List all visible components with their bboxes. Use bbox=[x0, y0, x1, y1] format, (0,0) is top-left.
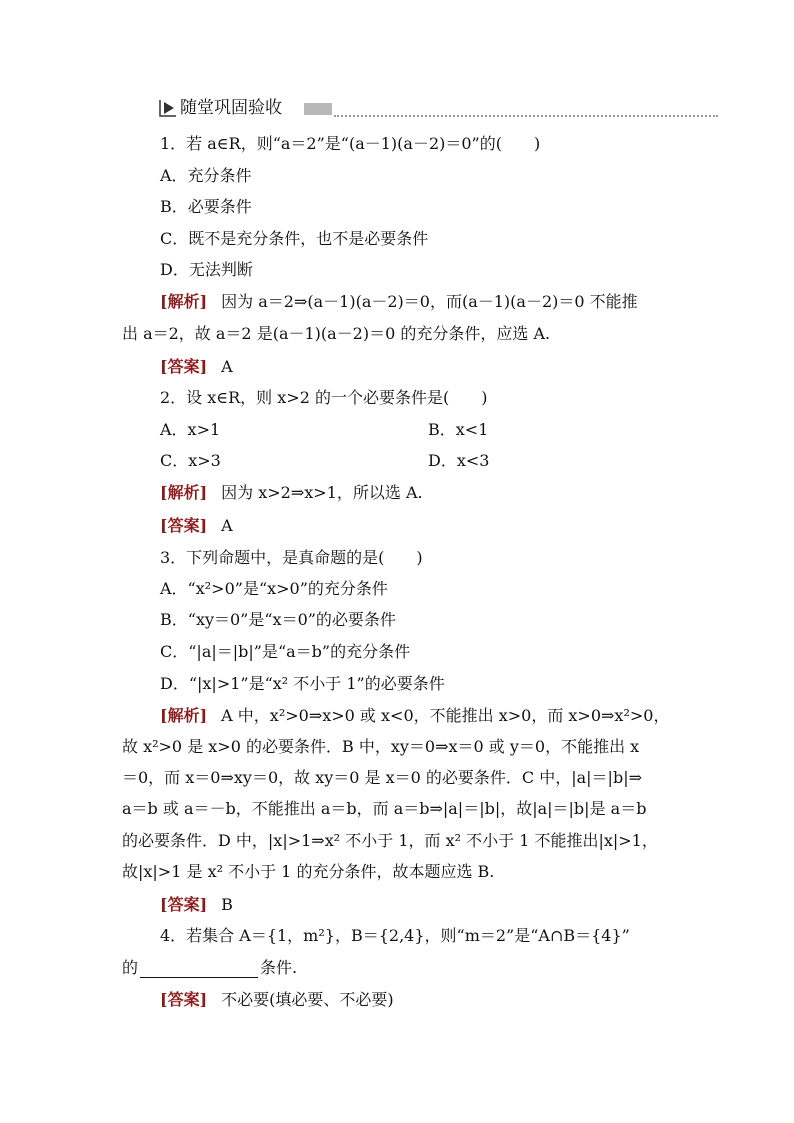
answer-text: 不必要(填必要、不必要) bbox=[221, 990, 394, 1009]
q3-option-b: B．“xy＝0”是“x＝0”的必要条件 bbox=[160, 610, 396, 629]
q2-option-a: A．x>1 bbox=[160, 420, 221, 439]
q3-solution-line-3: ＝0，而 x＝0⇒xy＝0，故 xy＝0 是 x＝0 的必要条件．C 中，|a|＝|b|⇒ bbox=[122, 768, 642, 787]
question-2: 2．设 x∈R，则 x>2 的一个必要条件是( ) bbox=[160, 388, 488, 407]
question-4-cont bbox=[122, 958, 297, 978]
q2-solution bbox=[160, 483, 423, 503]
solution-tag: [解析] bbox=[160, 292, 208, 311]
q3-solution-line-4: a＝b 或 a＝－b，不能推出 a＝b，而 a＝b⇒|a|＝|b|，故|a|＝|b|是 a＝b bbox=[122, 799, 647, 818]
answer-text: B bbox=[221, 895, 233, 914]
answer-text: A bbox=[221, 357, 233, 376]
q3-answer bbox=[160, 895, 233, 915]
answer-blank bbox=[140, 961, 258, 978]
q1-option-c: C．既不是充分条件，也不是必要条件 bbox=[160, 229, 429, 248]
q3-solution-line-1 bbox=[160, 706, 669, 726]
q3-option-c: C．“|a|＝|b|”是“a＝b”的充分条件 bbox=[160, 642, 411, 661]
q4-answer bbox=[160, 990, 394, 1010]
play-arrow-icon bbox=[158, 98, 178, 118]
question-4: 4．若集合 A＝{1，m²}，B＝{2,4}，则“m＝2”是“A∩B＝{4}” bbox=[160, 926, 630, 945]
q3-option-a: A．“x²>0”是“x>0”的充分条件 bbox=[160, 579, 388, 598]
solution-text: 因为 x>2⇒x>1，所以选 A. bbox=[221, 483, 423, 502]
q4-after-blank: 条件. bbox=[260, 958, 298, 977]
solution-tag: [解析] bbox=[160, 706, 208, 725]
header-dotted-rule bbox=[334, 115, 718, 117]
answer-tag: [答案] bbox=[160, 990, 208, 1009]
section-title: 随堂巩固验收 bbox=[180, 98, 282, 118]
answer-tag: [答案] bbox=[160, 516, 208, 535]
question-1 bbox=[160, 134, 540, 154]
question-3: 3．下列命题中，是真命题的是( ) bbox=[160, 548, 423, 567]
answer-tag: [答案] bbox=[160, 357, 208, 376]
q1-answer bbox=[160, 357, 233, 377]
section-header bbox=[158, 96, 718, 120]
q1-option-a: A．充分条件 bbox=[160, 166, 252, 185]
q1-solution-line-1 bbox=[160, 292, 638, 312]
solution-text: 因为 a＝2⇒(a－1)(a－2)＝0，而(a－1)(a－2)＝0 不能推 bbox=[221, 292, 638, 311]
solution-tag: [解析] bbox=[160, 483, 208, 502]
question-1-text: 1．若 a∈R，则“a＝2”是“(a－1)(a－2)＝0”的( ) bbox=[160, 134, 541, 153]
q3-solution-line-2: 故 x²>0 是 x>0 的必要条件．B 中，xy＝0⇒x＝0 或 y＝0，不能推出 x bbox=[122, 737, 640, 756]
q2-option-c: C．x>3 bbox=[160, 451, 221, 470]
solution-text: A 中，x²>0⇒x>0 或 x<0，不能推出 x>0，而 x>0⇒x²>0， bbox=[221, 706, 670, 725]
header-decor-bar bbox=[304, 103, 332, 115]
q1-option-b: B．必要条件 bbox=[160, 197, 252, 216]
q2-answer bbox=[160, 516, 233, 536]
q1-option-d: D．无法判断 bbox=[160, 260, 253, 279]
q3-option-d: D．“|x|>1”是“x² 不小于 1”的必要条件 bbox=[160, 674, 445, 693]
q3-solution-line-5: 的必要条件．D 中，|x|>1⇒x² 不小于 1，而 x² 不小于 1 不能推出|x|>1， bbox=[122, 831, 658, 850]
q3-solution-line-6: 故|x|>1 是 x² 不小于 1 的充分条件，故本题应选 B. bbox=[122, 862, 495, 881]
q4-before-blank: 的 bbox=[122, 958, 139, 977]
answer-text: A bbox=[221, 516, 233, 535]
answer-tag: [答案] bbox=[160, 895, 208, 914]
q1-solution-line-2: 出 a＝2，故 a＝2 是(a－1)(a－2)＝0 的充分条件，应选 A. bbox=[122, 324, 551, 343]
q2-option-d: D．x<3 bbox=[428, 451, 490, 470]
q2-option-b: B．x<1 bbox=[428, 420, 489, 439]
